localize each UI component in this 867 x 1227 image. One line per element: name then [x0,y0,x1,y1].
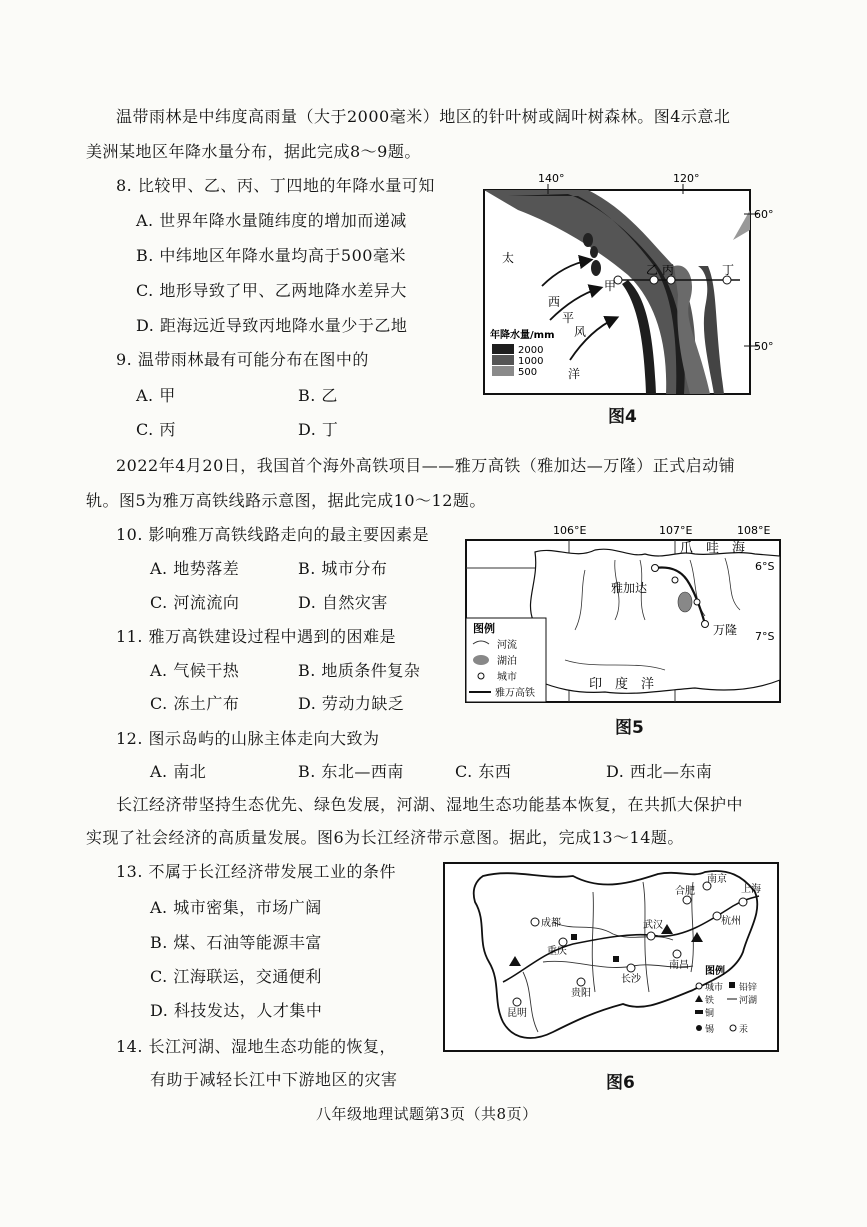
city-label: 合肥 [675,886,695,897]
intro-text-line: 实现了社会经济的高质量发展。图6为长江经济带示意图。据此，完成13～14题。 [86,828,684,847]
figure-6 [443,862,779,1054]
question-stem-cont: 有助于减轻长江中下游地区的灾害 [150,1070,398,1089]
option-c: C. 丙 [136,420,176,439]
question-stem: 13. 不属于长江经济带发展工业的条件 [116,862,397,881]
option-c: C. 河流流向 [150,593,240,612]
question-stem: 12. 图示岛屿的山脉主体走向大致为 [116,729,380,748]
city-label: 雅加达 [611,581,648,595]
intro-text-line: 2022年4月20日，我国首个海外高铁项目——雅万高铁（雅加达—万隆）正式启动铺 [116,456,736,475]
figure-6-map [443,862,779,1054]
lon-label: 120° [673,172,700,185]
question-stem: 11. 雅万高铁建设过程中遇到的困难是 [116,627,397,646]
city-label: 杭州 [721,916,741,927]
lon-label: 108°E [737,524,771,537]
figure-4-caption: 图4 [608,407,637,427]
figure-5 [465,520,783,704]
intro-text-line: 轨。图5为雅万高铁线路示意图，据此完成10～12题。 [86,491,486,510]
option-d: D. 距海远近导致丙地降水量少于乙地 [136,316,408,335]
map-label: 西 [548,295,561,309]
lon-label: 107°E [659,524,693,537]
lat-label: 60° [754,208,774,221]
option-b: B. 东北—西南 [298,762,404,781]
city-label: 昆明 [507,1008,527,1019]
figure-4-map [478,170,778,400]
question-stem: 10. 影响雅万高铁线路走向的最主要因素是 [116,525,430,544]
option-a: A. 气候干热 [150,661,240,680]
city-label: 万隆 [713,623,738,637]
option-b: B. 地质条件复杂 [298,661,421,680]
legend-title: 年降水量/mm [490,330,555,341]
city-label: 长沙 [621,974,641,985]
lat-label: 6°S [755,560,775,573]
map-label: 太 [502,251,515,265]
option-d: D. 自然灾害 [298,593,388,612]
figure-5-map [465,520,783,704]
city-label: 成都 [541,918,561,929]
intro-text-line: 长江经济带坚持生态优先、绿色发展，河湖、湿地生态功能基本恢复，在共抓大保护中 [116,795,744,814]
city-label: 上海 [741,884,761,895]
city-label: 重庆 [547,946,567,957]
map-label: 乙 [646,263,659,277]
legend-title: 图例 [705,966,725,977]
legend-item: 湖泊 [497,656,517,667]
option-d: D. 西北—东南 [606,762,713,781]
city-label: 南昌 [669,960,689,971]
question-stem: 9. 温带雨林最有可能分布在图中的 [116,350,369,369]
intro-text-line: 温带雨林是中纬度高雨量（大于2000毫米）地区的针叶树或阔叶树森林。图4示意北 [116,107,731,126]
figure-5-caption: 图5 [615,718,644,738]
question-stem: 8. 比较甲、乙、丙、丁四地的年降水量可知 [116,176,435,195]
option-a: A. 世界年降水量随纬度的增加而递减 [136,211,407,230]
option-c: C. 冻土广布 [150,694,240,713]
map-label: 丙 [662,263,675,277]
legend-item: 铁 [705,996,715,1006]
lat-label: 7°S [755,630,775,643]
lon-label: 140° [538,172,565,185]
option-c: C. 东西 [455,762,512,781]
legend-item: 雅万高铁 [495,688,535,699]
intro-text-line: 美洲某地区年降水量分布，据此完成8～9题。 [86,142,421,161]
option-a: A. 甲 [136,386,176,405]
option-b: B. 乙 [298,386,338,405]
legend-item: 锡 [705,1025,715,1035]
legend-value: 500 [518,367,538,378]
sea-label: 爪 哇 海 [680,541,746,556]
option-b: B. 城市分布 [298,559,388,578]
figure-6-caption: 图6 [606,1073,635,1093]
city-label: 武汉 [643,920,663,931]
option-b: B. 中纬地区年降水量均高于500毫米 [136,246,406,265]
option-d: D. 劳动力缺乏 [298,694,405,713]
legend-item: 城市 [497,672,517,683]
map-label: 甲 [604,279,617,293]
lat-label: 50° [754,340,774,353]
legend-item: 城市 [705,983,724,993]
sea-label: 印 度 洋 [589,677,655,692]
legend-item: 汞 [739,1025,749,1035]
option-d: D. 丁 [298,420,339,439]
map-label: 洋 [568,367,581,381]
option-a: A. 地势落差 [150,559,240,578]
option-c: C. 地形导致了甲、乙两地降水差异大 [136,281,407,300]
page-footer: 八年级地理试题第3页（共8页） [316,1105,538,1123]
figure-4 [478,170,778,400]
lon-label: 106°E [553,524,587,537]
option-b: B. 煤、石油等能源丰富 [150,933,322,952]
legend-value: 1000 [518,356,544,367]
option-a: A. 城市密集，市场广阔 [150,898,322,917]
map-label: 丁 [722,263,735,277]
legend-value: 2000 [518,345,544,356]
city-label: 南京 [707,874,727,885]
option-a: A. 南北 [150,762,207,781]
map-label: 平 [562,311,575,325]
legend-item: 河流 [497,640,517,651]
option-d: D. 科技发达，人才集中 [150,1001,323,1020]
legend-item: 河湖 [739,996,758,1006]
city-label: 贵阳 [571,988,591,999]
question-stem: 14. 长江河湖、湿地生态功能的恢复， [116,1037,397,1056]
option-c: C. 江海联运，交通便利 [150,967,322,986]
map-label: 风 [574,325,587,339]
legend-title: 图例 [473,622,495,635]
legend-item: 铅锌 [739,983,758,993]
legend-item: 铜 [705,1009,715,1019]
